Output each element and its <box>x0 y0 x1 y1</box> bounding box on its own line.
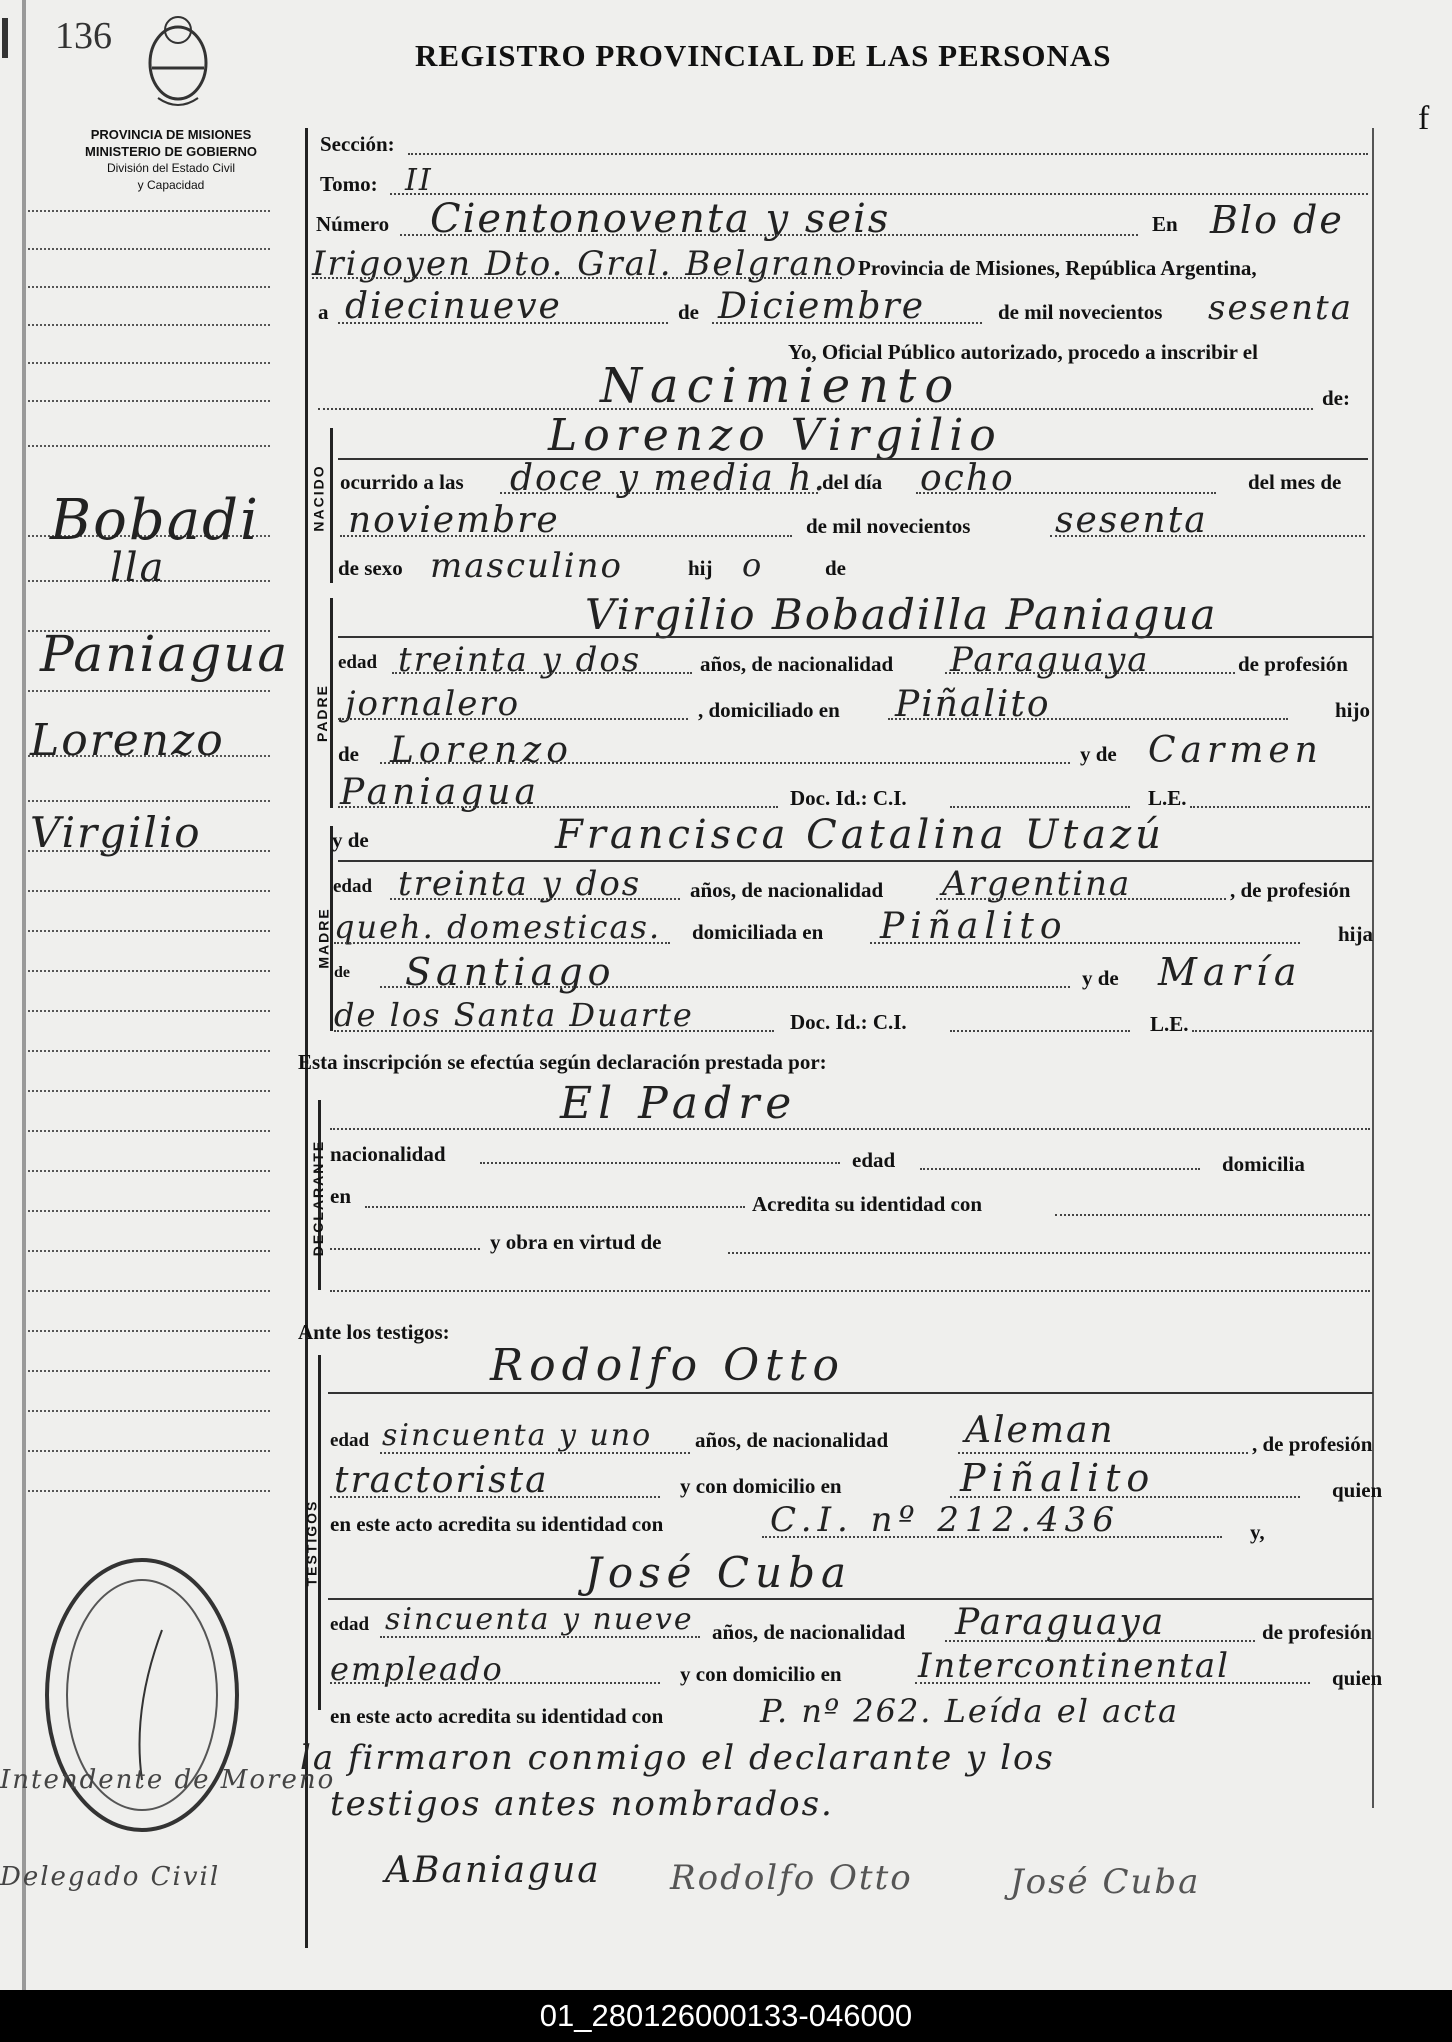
label-tomo: Tomo: <box>320 172 378 196</box>
label-testigo1-nacionalidad: años, de nacionalidad <box>695 1428 889 1452</box>
value-abuelo-paterno: Lorenzo <box>390 730 573 771</box>
label-seccion: Sección: <box>320 132 395 156</box>
value-anio-acta: sesenta <box>1208 288 1353 328</box>
label-de-abuelo-p: de <box>338 742 359 766</box>
page-number: 136 <box>55 15 112 57</box>
value-dia-nac: ocho <box>920 458 1015 499</box>
value-padre-profesion: jornalero <box>345 684 521 724</box>
label-declarante-domicilia: domicilia <box>1222 1152 1305 1176</box>
label-ocurrido: ocurrido a las <box>340 470 464 494</box>
label-provincia: Provincia de Misiones, República Argentina, <box>858 256 1257 280</box>
right-margin-rule <box>1372 128 1374 1808</box>
label-y-de-abuela-m: y de <box>1082 966 1119 990</box>
value-lugar-2: Irigoyen Dto. Gral. Belgrano <box>312 244 859 284</box>
label-a: a <box>318 300 329 324</box>
official-stamp <box>22 1530 292 1850</box>
value-tomo: II <box>405 163 433 198</box>
section-label-padre: PADRE <box>313 684 330 742</box>
margin-name-line2: lla <box>110 545 166 591</box>
left-binding-mark <box>2 18 8 58</box>
label-y-comma: y, <box>1250 1520 1265 1544</box>
label-testigo2-profesion: de profesión <box>1262 1620 1372 1644</box>
right-edge-mark: f <box>1418 100 1430 137</box>
label-padre-nacionalidad: años, de nacionalidad <box>700 652 894 676</box>
value-abuela-materna-1: María <box>1158 950 1303 994</box>
label-quien-2: quien <box>1332 1666 1383 1690</box>
document-title: REGISTRO PROVINCIAL DE LAS PERSONAS <box>415 38 1112 73</box>
label-numero: Número <box>316 212 390 236</box>
padre-bracket <box>330 598 339 808</box>
value-dia-acta: diecinueve <box>345 286 562 327</box>
label-mil-novecientos: de mil novecientos <box>998 300 1163 324</box>
value-testigo1-domicilio: Piñalito <box>960 1456 1156 1500</box>
image-filename: 01_280126000133-046000 <box>0 1990 1452 2042</box>
label-testigo1-edad: edad <box>330 1430 370 1451</box>
value-testigo2-edad: sincuenta y nueve <box>385 1602 694 1637</box>
margin-signature-1: Intendente de Moreno <box>0 1765 336 1795</box>
value-madre-nacionalidad: Argentina <box>942 864 1132 904</box>
label-madre-domiciliada: domiciliada en <box>692 920 824 944</box>
value-padre-nombre: Virgilio Bobadilla Paniagua <box>585 590 1218 639</box>
label-declarante-edad: edad <box>852 1148 896 1172</box>
value-madre-nombre: Francisca Catalina Utazú <box>555 812 1165 858</box>
label-y-de-madre: y de <box>332 828 369 852</box>
margin-name-line3: Paniagua <box>40 625 290 683</box>
label-madre-profesion: , de profesión <box>1230 878 1351 902</box>
main-vertical-rule <box>305 128 308 1948</box>
label-testigo1-domicilio: y con domicilio en <box>680 1474 842 1498</box>
label-de-padres: de <box>825 556 846 580</box>
margin-name-line1: Bobadi <box>50 488 260 553</box>
label-mil-novecientos-nac: de mil novecientos <box>806 514 971 538</box>
margin-name-line5: Virgilio <box>30 808 202 857</box>
value-abuelo-materno: Santiago <box>405 950 616 994</box>
value-abuela-paterna-1: Carmen <box>1148 730 1323 771</box>
label-madre-doc-id: Doc. Id.: C.I. <box>790 1010 907 1034</box>
label-padre-doc-id: Doc. Id.: C.I. <box>790 786 907 810</box>
value-testigo1-profesion: tractorista <box>334 1460 549 1501</box>
signature-declarante: ABaniagua <box>385 1850 601 1891</box>
label-acredita-identidad-2: en este acto acredita su identidad con <box>330 1704 664 1728</box>
value-testigo1-nacionalidad: Aleman <box>965 1410 1115 1451</box>
label-hijo: hijo <box>1335 698 1371 722</box>
value-anio-nac: sesenta <box>1055 500 1208 541</box>
signature-testigo1: Rodolfo Otto <box>670 1858 913 1898</box>
value-testigo2-doc-cierre: P. nº 262. Leída el acta <box>760 1692 1180 1730</box>
value-hora: doce y media h. <box>510 458 827 499</box>
label-quien-1: quien <box>1332 1478 1383 1502</box>
section-label-testigos: TESTIGOS <box>303 1499 320 1587</box>
value-testigo2-nombre: José Cuba <box>585 1548 852 1597</box>
label-inscripcion: Esta inscripción se efectúa según declaración prestada por: <box>298 1050 827 1074</box>
label-testigo2-nacionalidad: años, de nacionalidad <box>712 1620 906 1644</box>
value-testigo2-domicilio: Intercontinental <box>918 1646 1231 1686</box>
label-acredita-identidad-1: en este acto acredita su identidad con <box>330 1512 664 1536</box>
value-padre-nacionalidad: Paraguaya <box>950 640 1150 680</box>
value-madre-profesion: queh. domesticas. <box>334 908 662 946</box>
value-madre-domicilio: Piñalito <box>880 906 1068 947</box>
label-madre-edad: edad <box>333 876 373 897</box>
label-hija: hija <box>1338 922 1374 946</box>
value-numero: Cientonoventa y seis <box>430 196 891 242</box>
label-obra-virtud: y obra en virtud de <box>490 1230 662 1254</box>
coat-of-arms-icon <box>138 8 218 113</box>
section-label-nacido: NACIDO <box>310 464 327 532</box>
value-testigo1-doc: C.I. nº 212.436 <box>770 1500 1120 1540</box>
label-y-de-abuela-p: y de <box>1080 742 1117 766</box>
label-madre-nacionalidad: años, de nacionalidad <box>690 878 884 902</box>
issuing-authority <box>40 126 302 194</box>
label-del-dia: del día <box>822 470 883 494</box>
label-declarante-en: en <box>330 1184 351 1208</box>
value-abuela-paterna-2: Paniagua <box>340 772 540 813</box>
authority-capacity: y Capacidad <box>137 178 205 192</box>
value-testigo1-nombre: Rodolfo Otto <box>490 1340 846 1391</box>
label-de-inscripto: de: <box>1322 386 1350 410</box>
value-declarante: El Padre <box>560 1078 798 1129</box>
value-mes-acta: Diciembre <box>718 286 926 327</box>
label-testigo1-profesion: , de profesión <box>1252 1432 1373 1456</box>
value-testigo2-profesion: empleado <box>330 1650 504 1688</box>
value-madre-edad: treinta y dos <box>398 864 642 904</box>
value-mes-nac: noviembre <box>348 500 560 541</box>
value-nombre-inscripto: Lorenzo Virgilio <box>548 410 1002 461</box>
label-testigo2-domicilio: y con domicilio en <box>680 1662 842 1686</box>
value-testigo2-nacionalidad: Paraguaya <box>955 1602 1166 1643</box>
margin-name-line4: Lorenzo <box>30 715 225 766</box>
label-testigo2-edad: edad <box>330 1614 370 1635</box>
authority-division: División del Estado Civil <box>106 161 236 175</box>
label-padre-le: L.E. <box>1148 786 1187 810</box>
margin-signature-2: Delegado Civil <box>0 1862 221 1892</box>
value-padre-domicilio: Piñalito <box>895 684 1051 725</box>
label-sexo: de sexo <box>338 556 403 580</box>
value-cierre-linea2: testigos antes nombrados. <box>330 1784 834 1824</box>
value-cierre-linea1: la firmaron conmigo el declarante y los <box>300 1738 1055 1778</box>
label-acredita: Acredita su identidad con <box>752 1192 983 1216</box>
label-hij: hij <box>688 556 713 580</box>
label-declarante-nacionalidad: nacionalidad <box>330 1142 446 1166</box>
authority-ministry: MINISTERIO DE GOBIERNO <box>85 144 257 159</box>
label-madre-le: L.E. <box>1150 1012 1189 1036</box>
signature-testigo2: José Cuba <box>1010 1862 1201 1902</box>
value-padre-edad: treinta y dos <box>398 640 642 680</box>
label-en: En <box>1152 212 1178 236</box>
value-hij-suffix: o <box>742 546 764 584</box>
value-sexo: masculino <box>430 546 624 586</box>
value-testigo1-edad: sincuenta y uno <box>382 1418 653 1453</box>
value-abuela-materna-2: de los Santa Duarte <box>334 996 694 1034</box>
label-padre-profesion: de profesión <box>1238 652 1348 676</box>
label-padre-edad: edad <box>338 652 378 673</box>
label-ante-testigos: Ante los testigos: <box>298 1320 450 1344</box>
label-del-mes: del mes de <box>1248 470 1342 494</box>
section-label-madre: MADRE <box>315 907 332 969</box>
label-padre-domiciliado: , domiciliado en <box>698 698 840 722</box>
label-de-abuelo-m: de <box>334 964 350 981</box>
label-oficial: Yo, Oficial Público autorizado, procedo a inscribir el <box>788 340 1258 364</box>
label-de-mes: de <box>678 300 699 324</box>
section-label-declarante: DECLARANTE <box>310 1139 327 1257</box>
value-lugar-1: Blo de <box>1210 198 1344 242</box>
value-tipo-acta: Nacimiento <box>600 358 962 414</box>
authority-province: PROVINCIA DE MISIONES <box>90 127 252 142</box>
